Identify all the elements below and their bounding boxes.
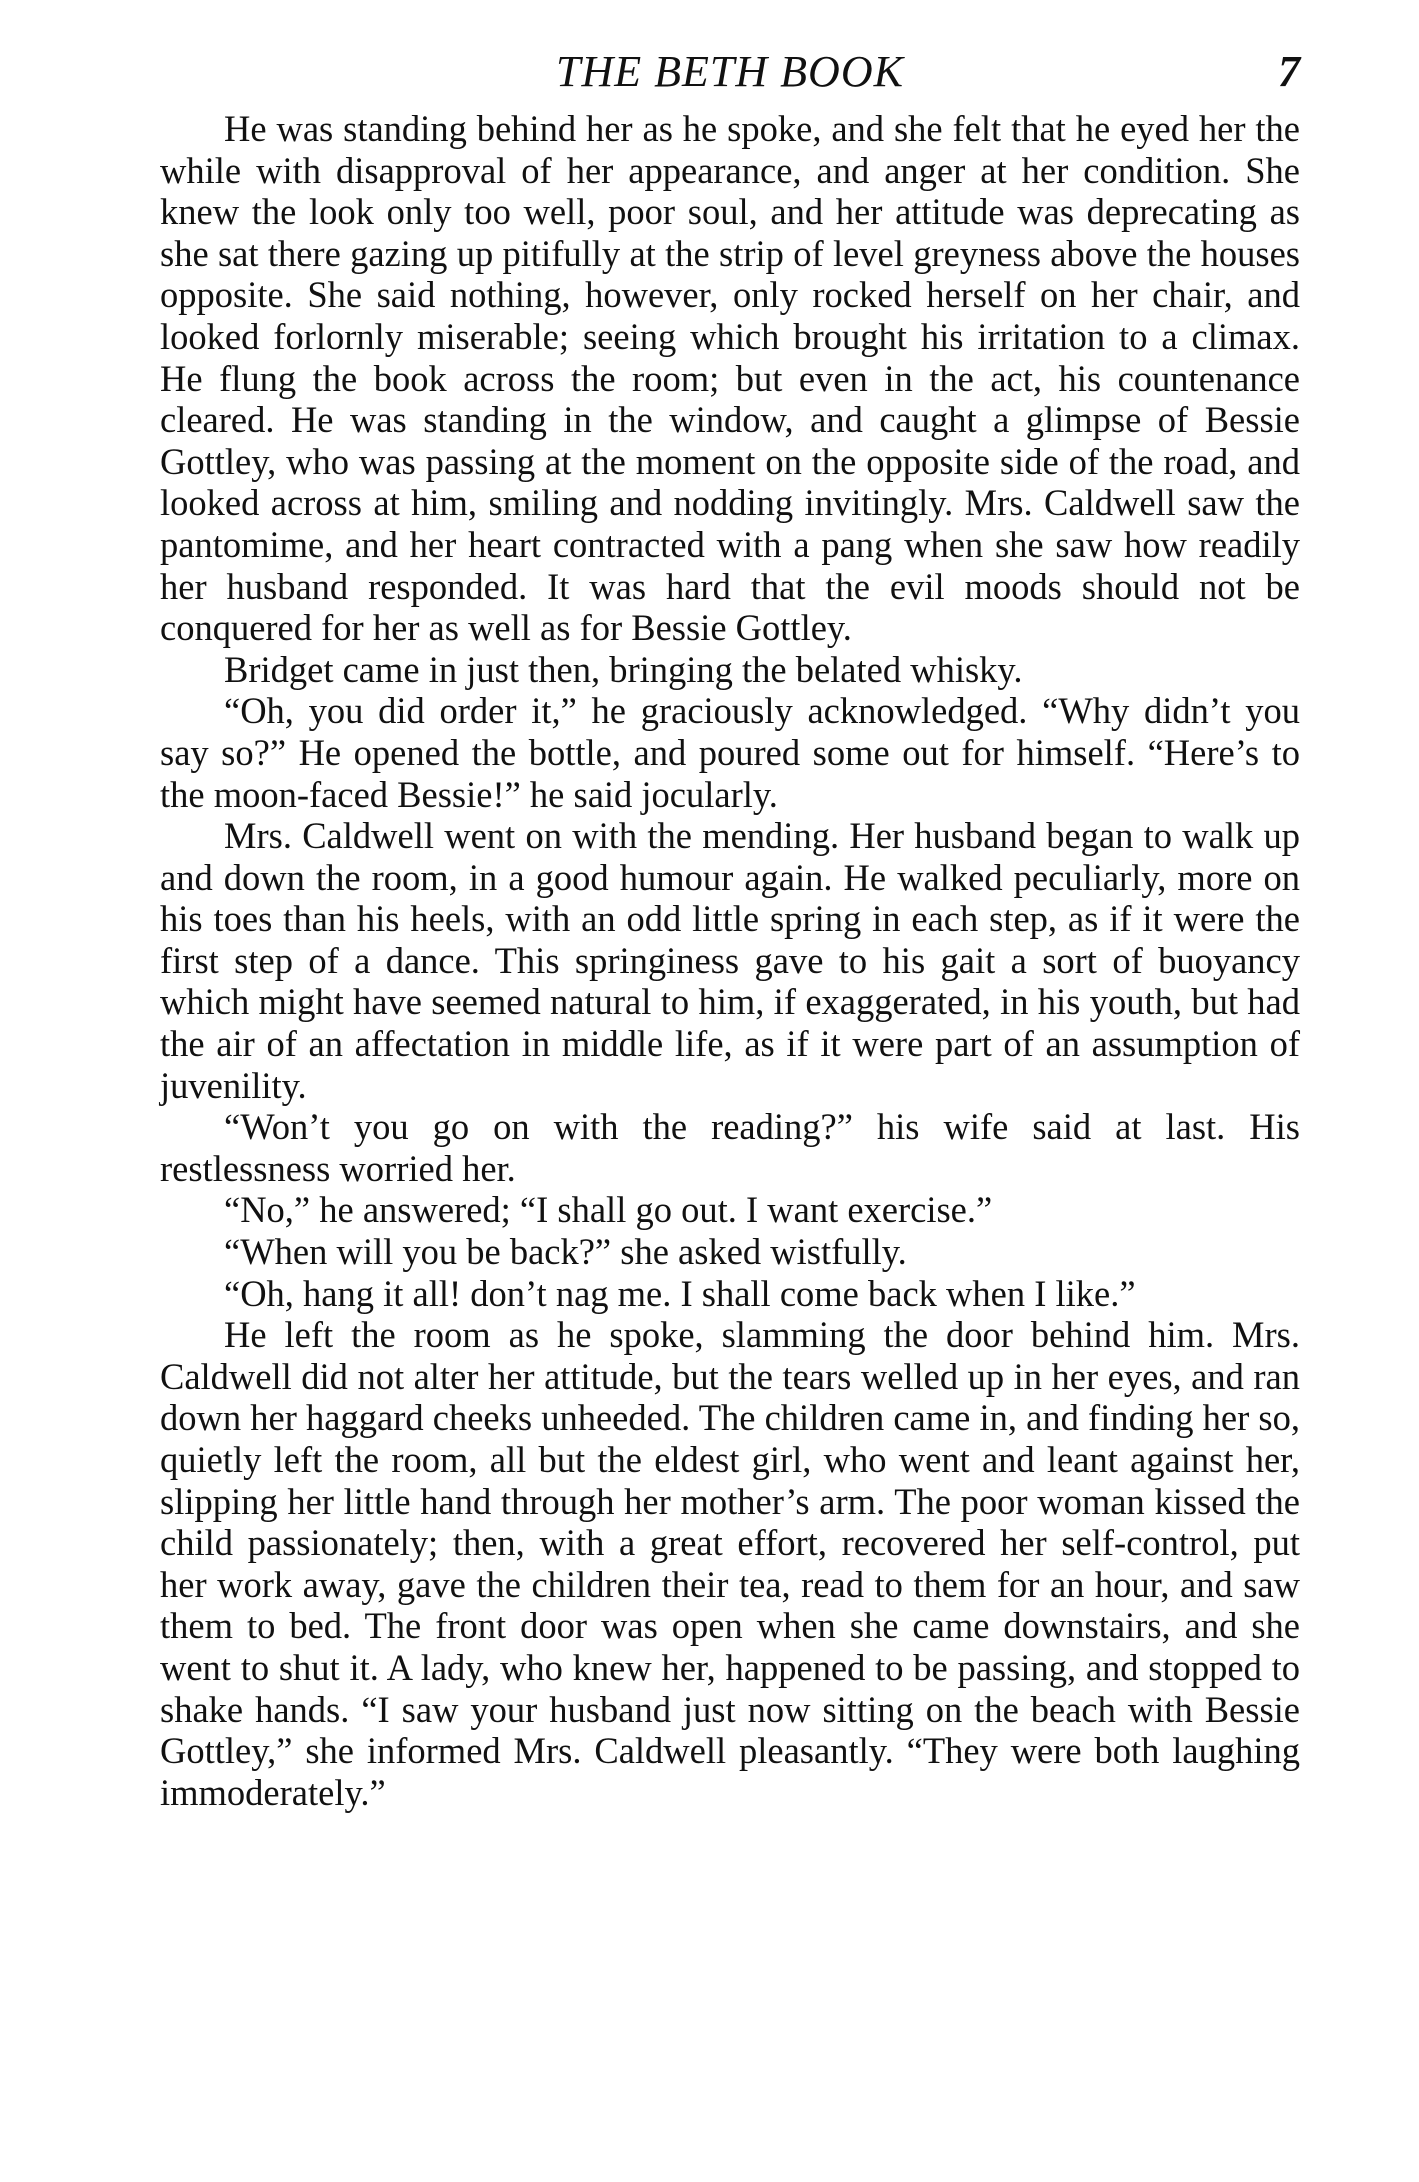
text-body (160, 108, 1300, 1813)
paragraph: “Won’t you go on with the reading?” his wife said at last. His restlessness worried her. (160, 1106, 1300, 1189)
paragraph: He left the room as he spoke, slamming the door behind him. Mrs. Caldwell did not alter her attitude, but the tears welled up in her eyes, and ran down her haggard cheeks unheeded. The children came in, and finding her so, quietly left the room, all but the eldest girl, who went and leant against her, slipping her little hand through her mother’s arm. The poor woman kissed the child passionately; then, with a great effort, recovered her self-control, put her work away, gave the children their tea, read to them for an hour, and saw them to bed. The front door was open when she came downstairs, and she went to shut it. A lady, who knew her, happened to be passing, and stopped to shake hands. “I saw your husband just now sitting on the beach with Bessie Gottley,” she informed Mrs. Caldwell pleasantly. “They were both laughing immoderately.” (160, 1314, 1300, 1813)
paragraph: “Oh, hang it all! don’t nag me. I shall come back when I like.” (224, 1272, 1136, 1314)
page-number: 7 (1278, 47, 1300, 96)
running-head (160, 40, 1300, 104)
paragraph: “No,” he answered; “I shall go out. I want exercise.” (224, 1189, 993, 1231)
paragraph: “Oh, you did order it,” he graciously acknowledged. “Why didn’t you say so?” He opened the bottle, and poured some out for himself. “Here’s to the moon-faced Bessie!” he said jocularly. (160, 690, 1300, 815)
paragraph: “When will you be back?” she asked wistfully. (224, 1231, 907, 1273)
paragraph: Bridget came in just then, bringing the belated whisky. (224, 648, 1023, 690)
paragraph: He was standing behind her as he spoke, and she felt that he eyed her the while with disapproval of her appearance, and anger at her condition. She knew the look only too well, poor soul, and her attitude was deprecating as she sat there gazing up pitifully at the strip of level greyness above the houses opposite. She said nothing, however, only rocked herself on her chair, and looked forlornly miserable; seeing which brought his irritation to a climax. He flung the book across the room; but even in the act, his countenance cleared. He was standing in the window, and caught a glimpse of Bessie Gottley, who was passing at the moment on the opposite side of the road, and looked across at him, smiling and nodding invitingly. Mrs. Caldwell saw the pantomime, and her heart contracted with a pang when she saw how readily her husband responded. It was hard that the evil moods should not be conquered for her as well as for Bessie Gottley. (160, 108, 1300, 649)
running-title: THE BETH BOOK (556, 47, 904, 96)
paragraph: Mrs. Caldwell went on with the mending. Her husband began to walk up and down the room, in a good humour again. He walked peculiarly, more on his toes than his heels, with an odd little spring in each step, as if it were the first step of a dance. This springiness gave to his gait a sort of buoyancy which might have seemed natural to him, if exaggerated, in his youth, but had the air of an affectation in middle life, as if it were part of an assumption of juvenility. (160, 815, 1300, 1106)
